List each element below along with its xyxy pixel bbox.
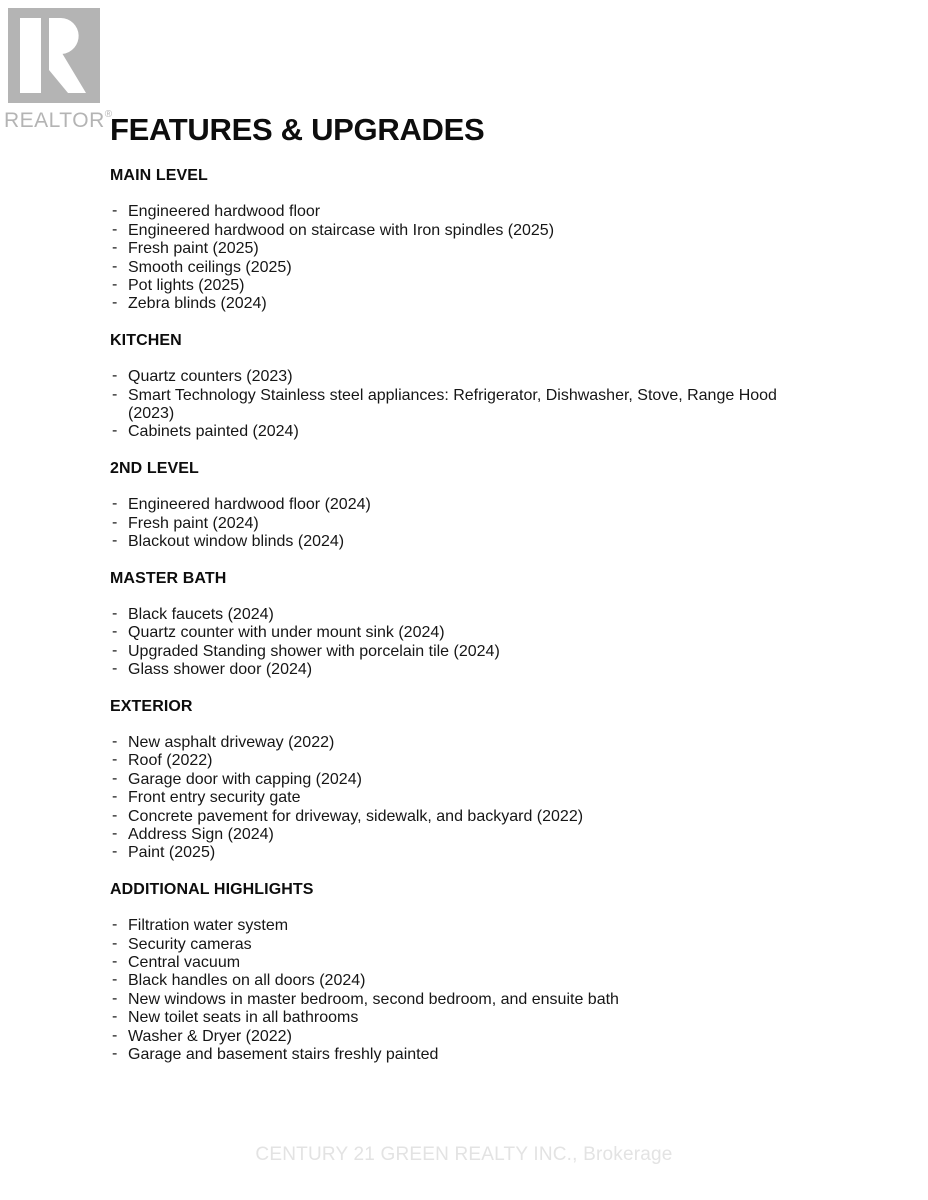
realtor-label: REALTOR: [4, 109, 105, 132]
realtor-wordmark: [4, 104, 124, 132]
list-item: - Glass shower door (2024): [110, 661, 824, 679]
section-list: [110, 203, 824, 313]
brokerage-watermark: CENTURY 21 GREEN REALTY INC., Brokerage: [255, 1144, 673, 1165]
section-list: [110, 734, 824, 863]
registered-mark: ®: [104, 109, 113, 120]
section-heading: MASTER BATH: [110, 569, 227, 587]
list-item: - Quartz counter with under mount sink (2024): [110, 624, 824, 642]
list-item: - Quartz counters (2023): [110, 368, 824, 386]
list-item: - Engineered hardwood floor: [110, 203, 824, 221]
list-item: - Black handles on all doors (2024): [110, 972, 824, 990]
list-item: - Engineered hardwood on staircase with Iron spindles (2025): [110, 222, 824, 240]
realtor-logo-block: [4, 8, 124, 132]
list-item: - Black faucets (2024): [110, 606, 824, 624]
list-item: - Garage door with capping (2024): [110, 771, 824, 789]
sections: [110, 167, 824, 1064]
feature-section: [110, 881, 824, 1065]
list-item: - Garage and basement stairs freshly painted: [110, 1046, 824, 1064]
list-item: - Fresh paint (2025): [110, 240, 824, 258]
list-item: - Filtration water system: [110, 917, 824, 935]
section-heading: KITCHEN: [110, 331, 182, 349]
section-heading: MAIN LEVEL: [110, 167, 208, 184]
section-heading: EXTERIOR: [110, 697, 193, 715]
list-item: - Pot lights (2025): [110, 277, 824, 295]
list-item: - Washer & Dryer (2022): [110, 1028, 824, 1046]
page-title: FEATURES & UPGRADES: [110, 112, 485, 147]
list-item: - Engineered hardwood floor (2024): [110, 496, 824, 514]
list-item: - Address Sign (2024): [110, 826, 824, 844]
list-item: - New windows in master bedroom, second bedroom, and ensuite bath: [110, 991, 824, 1009]
section-list: [110, 496, 824, 551]
list-item: - Concrete pavement for driveway, sidewalk, and backyard (2022): [110, 808, 824, 826]
feature-section: [110, 167, 824, 314]
document-content: [110, 112, 824, 1082]
section-heading: ADDITIONAL HIGHLIGHTS: [110, 880, 314, 898]
list-item: - Security cameras: [110, 936, 824, 954]
list-item: - Smart Technology Stainless steel appliances: Refrigerator, Dishwasher, Stove, Range Hood (2023): [110, 387, 824, 424]
feature-section: [110, 698, 824, 863]
realtor-r-icon: [8, 8, 100, 103]
list-item: - Roof (2022): [110, 752, 824, 770]
section-list: [110, 368, 824, 442]
list-item: - New toilet seats in all bathrooms: [110, 1009, 824, 1027]
list-item: - Zebra blinds (2024): [110, 295, 824, 313]
list-item: - Central vacuum: [110, 954, 824, 972]
feature-section: [110, 332, 824, 442]
list-item: - Paint (2025): [110, 844, 824, 862]
list-item: - Smooth ceilings (2025): [110, 259, 824, 277]
list-item: - Upgraded Standing shower with porcelain tile (2024): [110, 643, 824, 661]
section-heading: 2ND LEVEL: [110, 459, 199, 477]
list-item: - Front entry security gate: [110, 789, 824, 807]
list-item: - Cabinets painted (2024): [110, 423, 824, 441]
feature-section: [110, 570, 824, 680]
list-item: - Fresh paint (2024): [110, 515, 824, 533]
list-item: - Blackout window blinds (2024): [110, 533, 824, 551]
list-item: - New asphalt driveway (2022): [110, 734, 824, 752]
section-list: [110, 917, 824, 1064]
section-list: [110, 606, 824, 680]
feature-section: [110, 460, 824, 552]
